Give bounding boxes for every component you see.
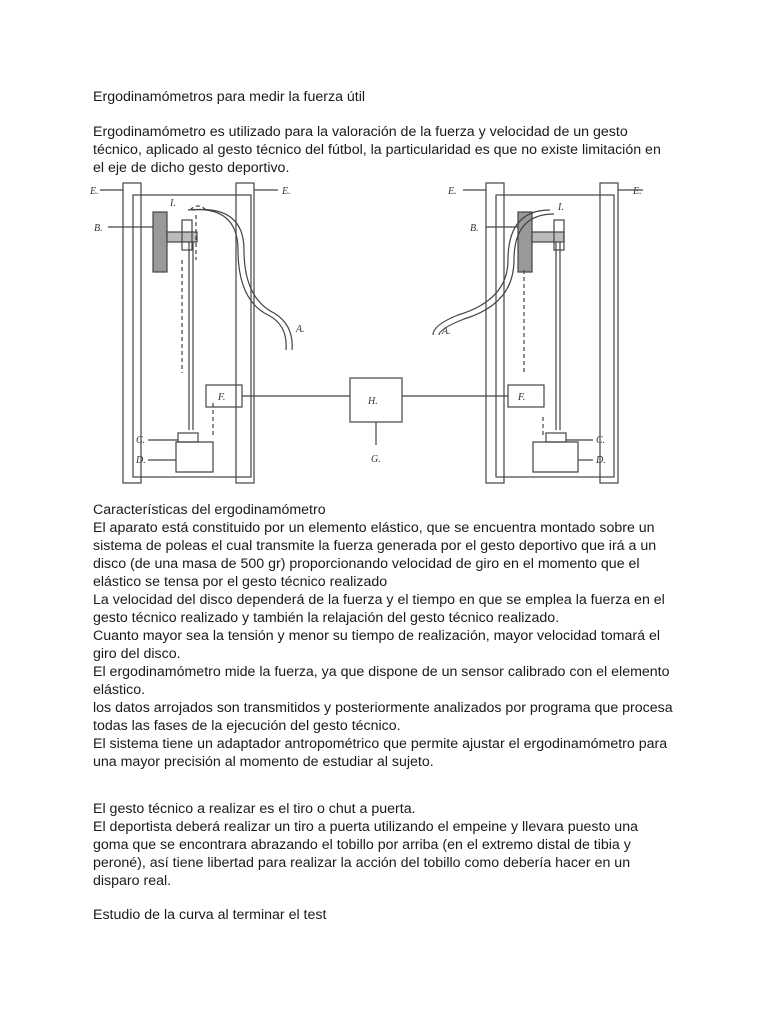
label-e-left-2: E. [282, 186, 291, 197]
gesture-line: peroné), así tiene libertad para realizar la acción del tobillo como debería hacer en un [93, 855, 631, 871]
label-e-right: E. [448, 186, 457, 197]
features-line: gesto técnico realizado y también la relajación del gesto técnico realizado. [93, 610, 560, 626]
features-line: El aparato está constituido por un elemento elástico, que se encuentra montado sobre un [93, 520, 655, 536]
label-b-left: B. [94, 223, 103, 234]
features-line: giro del disco. [93, 646, 181, 662]
features-line: elástico se tensa por el gesto técnico realizado [93, 574, 388, 590]
label-d-right: D. [596, 455, 606, 466]
features-line: sistema de poleas el cual transmite la fuerza generada por el gesto deportivo que irá a un [93, 538, 657, 554]
right-base-box [533, 442, 578, 472]
label-i-right: I. [558, 202, 564, 213]
intro-line: el eje de dicho gesto deportivo. [93, 160, 290, 176]
intro-line: técnico, aplicado al gesto técnico del fútbol, la particularidad es que no existe limitación en [93, 142, 661, 158]
label-f-right: F. [518, 392, 526, 403]
features-line: El ergodinamómetro mide la fuerza, ya que dispone de un sensor calibrado con el elemento [93, 664, 670, 680]
features-line: elástico. [93, 682, 146, 698]
label-e-left: E. [90, 186, 99, 197]
intro-paragraph [93, 123, 683, 177]
left-disc [153, 212, 167, 272]
label-i-left: I. [170, 198, 176, 209]
gesture-line: goma que se encontrara abrazando el tobillo por arriba (en el extremo distal de tibia y [93, 837, 631, 853]
label-e-right-2: E. [633, 186, 642, 197]
label-b-right: B. [470, 223, 479, 234]
label-f-left: F. [218, 392, 226, 403]
ergodynamometer-diagram [88, 180, 648, 495]
gesture-line: disparo real. [93, 873, 172, 889]
right-sensor [546, 433, 566, 442]
features-line: disco (de una masa de 500 gr) proporcionando velocidad de giro en el momento que el [93, 556, 640, 572]
label-a-right: A. [442, 326, 451, 337]
features-line: La velocidad del disco dependerá de la fuerza y el tiempo en que se emplea la fuerza en el [93, 592, 665, 608]
document-title: Ergodinamómetros para medir la fuerza útil [93, 89, 366, 105]
label-c-left: C. [136, 435, 146, 446]
right-rail-left [486, 183, 504, 483]
left-base-box [176, 442, 213, 472]
label-h: H. [368, 396, 378, 407]
features-line: El sistema tiene un adaptador antropométrico que permite ajustar el ergodinamómetro para [93, 736, 668, 752]
label-d-left: D. [136, 455, 146, 466]
features-line: una mayor precisión al momento de estudiar al sujeto. [93, 754, 434, 770]
closing-line: Estudio de la curva al terminar el test [93, 907, 327, 923]
features-line: los datos arrojados son transmitidos y posteriormente analizados por programa que procesa [93, 700, 673, 716]
features-paragraph [93, 501, 683, 771]
gesture-line: El gesto técnico a realizar es el tiro o chut a puerta. [93, 801, 416, 817]
right-f-box [508, 385, 544, 407]
features-heading: Características del ergodinamómetro [93, 502, 326, 518]
label-c-right: C. [596, 435, 606, 446]
diagram-drawing [88, 180, 648, 495]
left-tube-b [192, 210, 292, 351]
left-tube-a [188, 210, 286, 351]
label-g: G. [371, 454, 381, 465]
label-a-left: A. [296, 324, 305, 335]
intro-line: Ergodinamómetro es utilizado para la valoración de la fuerza y velocidad de un gesto [93, 124, 628, 140]
left-sensor [178, 433, 198, 442]
features-line: todas las fases de la ejecución del gesto técnico. [93, 718, 401, 734]
features-line: Cuanto mayor sea la tensión y menor su tiempo de realización, mayor velocidad tomará el [93, 628, 660, 644]
gesture-paragraph [93, 800, 683, 890]
gesture-line: El deportista deberá realizar un tiro a puerta utilizando el empeine y llevara puesto una [93, 819, 638, 835]
right-axle [532, 232, 564, 242]
